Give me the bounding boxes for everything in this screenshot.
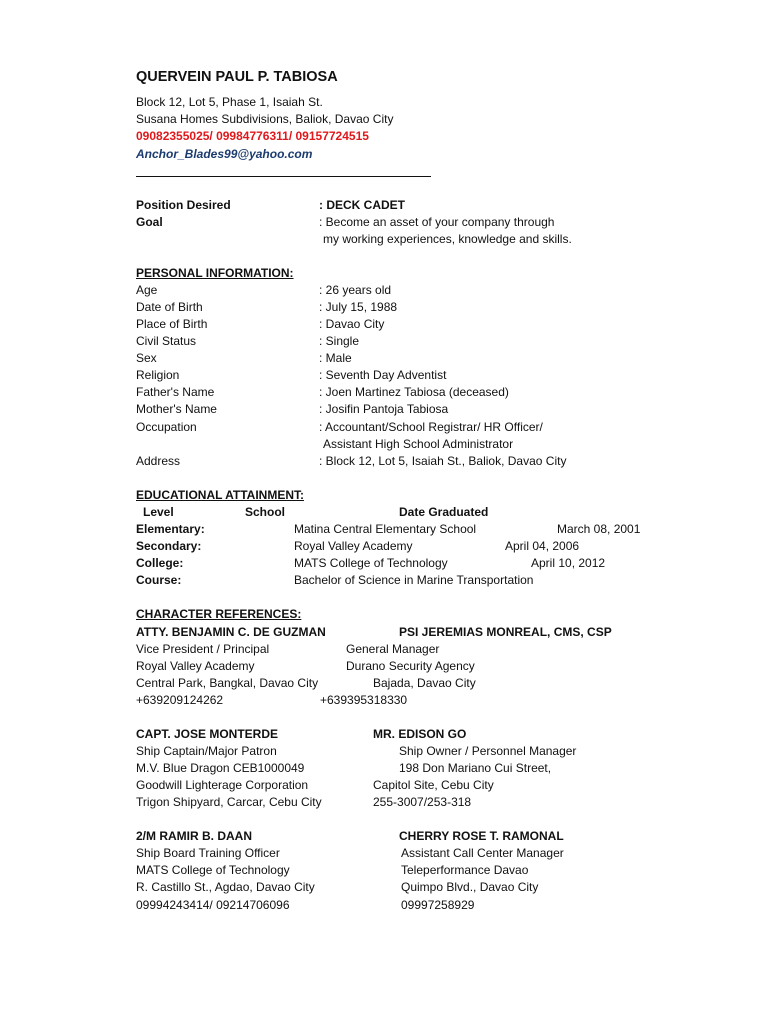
personal-value-father: : Joen Martinez Tabiosa (deceased) bbox=[319, 385, 509, 399]
education-course-name: Bachelor of Science in Marine Transportation bbox=[294, 573, 534, 587]
education-date-college: April 10, 2012 bbox=[531, 556, 606, 570]
reference-title: Ship Owner / Personnel Manager bbox=[399, 744, 577, 758]
reference-company: M.V. Blue Dragon CEB1000049 bbox=[136, 761, 305, 775]
personal-label-occupation: Occupation bbox=[136, 420, 197, 434]
education-col-level: Level bbox=[143, 505, 174, 519]
reference-company: Royal Valley Academy bbox=[136, 659, 255, 673]
reference-contact: 255-3007/253-318 bbox=[373, 795, 472, 809]
reference-title: General Manager bbox=[346, 642, 440, 656]
email-address: Anchor_Blades99@yahoo.com bbox=[136, 147, 313, 161]
personal-value-dob: : July 15, 1988 bbox=[319, 300, 398, 314]
personal-value-mother: : Josifin Pantoja Tabiosa bbox=[319, 402, 449, 416]
address-line-2: Susana Homes Subdivisions, Baliok, Davao City bbox=[136, 112, 394, 126]
goal-line-1: : Become an asset of your company through bbox=[319, 215, 555, 229]
education-level-course: Course: bbox=[136, 573, 182, 587]
reference-title: Vice President / Principal bbox=[136, 642, 270, 656]
personal-value-age: : 26 years old bbox=[319, 283, 392, 297]
personal-value-occupation: : Accountant/School Registrar/ HR Officer/ bbox=[319, 420, 543, 434]
education-level-elementary: Elementary: bbox=[136, 522, 205, 536]
reference-address: Capitol Site, Cebu City bbox=[373, 778, 494, 792]
personal-value-religion: : Seventh Day Adventist bbox=[319, 368, 447, 382]
reference-contact: 09997258929 bbox=[401, 898, 475, 912]
personal-info-heading: PERSONAL INFORMATION: bbox=[136, 266, 294, 280]
phone-numbers: 09082355025/ 09984776311/ 09157724515 bbox=[136, 129, 369, 143]
reference-company: MATS College of Technology bbox=[136, 863, 290, 877]
address-line-1: Block 12, Lot 5, Phase 1, Isaiah St. bbox=[136, 95, 323, 109]
personal-value-birthplace: : Davao City bbox=[319, 317, 385, 331]
education-level-college: College: bbox=[136, 556, 184, 570]
reference-name: ATTY. BENJAMIN C. DE GUZMAN bbox=[136, 625, 326, 639]
education-date-elementary: March 08, 2001 bbox=[557, 522, 641, 536]
personal-label-address: Address bbox=[136, 454, 181, 468]
personal-value-civil-status: : Single bbox=[319, 334, 360, 348]
reference-address: Central Park, Bangkal, Davao City bbox=[136, 676, 319, 690]
reference-address: Goodwill Lighterage Corporation bbox=[136, 778, 309, 792]
personal-label-dob: Date of Birth bbox=[136, 300, 203, 314]
reference-name: MR. EDISON GO bbox=[373, 727, 467, 741]
personal-label-sex: Sex bbox=[136, 351, 157, 365]
education-heading: EDUCATIONAL ATTAINMENT: bbox=[136, 488, 304, 502]
reference-contact: +639209124262 bbox=[136, 693, 224, 707]
reference-name: PSI JEREMIAS MONREAL, CMS, CSP bbox=[399, 625, 612, 639]
reference-contact: +639395318330 bbox=[320, 693, 408, 707]
reference-name: 2/M RAMIR B. DAAN bbox=[136, 829, 252, 843]
education-col-school: School bbox=[245, 505, 286, 519]
personal-value-sex: : Male bbox=[319, 351, 352, 365]
position-label: Position Desired bbox=[136, 198, 231, 212]
reference-title: Ship Captain/Major Patron bbox=[136, 744, 277, 758]
education-level-secondary: Secondary: bbox=[136, 539, 202, 553]
reference-company: 198 Don Mariano Cui Street, bbox=[399, 761, 552, 775]
personal-label-age: Age bbox=[136, 283, 158, 297]
goal-label: Goal bbox=[136, 215, 163, 229]
references-heading: CHARACTER REFERENCES: bbox=[136, 607, 302, 621]
personal-value-address: : Block 12, Lot 5, Isaiah St., Baliok, Davao City bbox=[319, 454, 567, 468]
reference-contact: 09994243414/ 09214706096 bbox=[136, 898, 290, 912]
header-divider bbox=[136, 176, 431, 177]
education-school-elementary: Matina Central Elementary School bbox=[294, 522, 477, 536]
personal-value-occupation-cont: Assistant High School Administrator bbox=[323, 437, 514, 451]
education-school-college: MATS College of Technology bbox=[294, 556, 448, 570]
personal-label-birthplace: Place of Birth bbox=[136, 317, 208, 331]
personal-label-religion: Religion bbox=[136, 368, 180, 382]
education-school-secondary: Royal Valley Academy bbox=[294, 539, 413, 553]
reference-title: Assistant Call Center Manager bbox=[401, 846, 564, 860]
reference-address: R. Castillo St., Agdao, Davao City bbox=[136, 880, 315, 894]
position-value: : DECK CADET bbox=[319, 198, 405, 212]
education-date-secondary: April 04, 2006 bbox=[505, 539, 580, 553]
applicant-name: QUERVEIN PAUL P. TABIOSA bbox=[136, 69, 338, 85]
reference-contact: Trigon Shipyard, Carcar, Cebu City bbox=[136, 795, 322, 809]
reference-address: Bajada, Davao City bbox=[373, 676, 476, 690]
reference-title: Ship Board Training Officer bbox=[136, 846, 280, 860]
education-col-date: Date Graduated bbox=[399, 505, 489, 519]
reference-company: Teleperformance Davao bbox=[401, 863, 529, 877]
personal-label-father: Father's Name bbox=[136, 385, 215, 399]
personal-label-mother: Mother's Name bbox=[136, 402, 217, 416]
reference-name: CHERRY ROSE T. RAMONAL bbox=[399, 829, 564, 843]
goal-line-2: my working experiences, knowledge and skills. bbox=[323, 232, 572, 246]
reference-address: Quimpo Blvd., Davao City bbox=[401, 880, 539, 894]
reference-name: CAPT. JOSE MONTERDE bbox=[136, 727, 279, 741]
personal-label-civil-status: Civil Status bbox=[136, 334, 197, 348]
reference-company: Durano Security Agency bbox=[346, 659, 475, 673]
